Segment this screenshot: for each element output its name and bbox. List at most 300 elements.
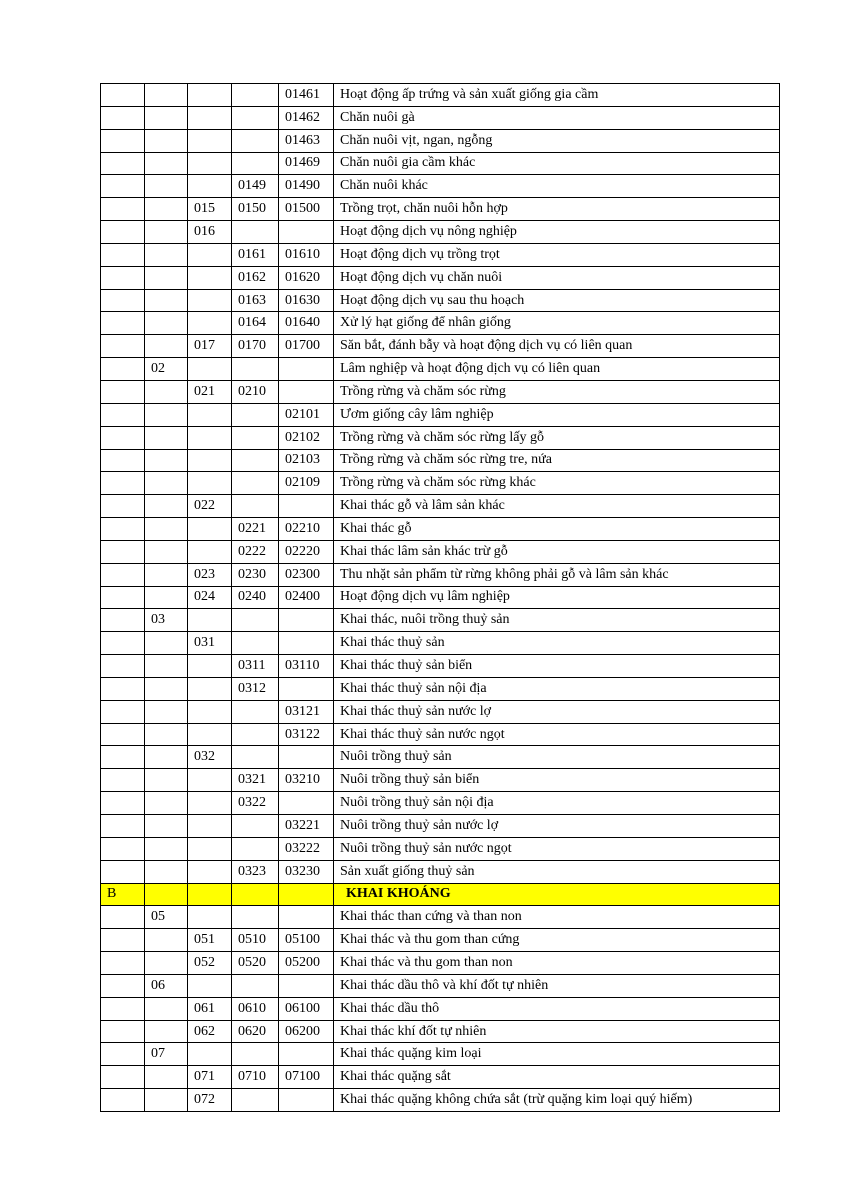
section-code-cell: [101, 974, 145, 997]
activity-name-cell: Trồng rừng và chăm sóc rừng lấy gỗ: [334, 426, 780, 449]
level2-code-cell: [188, 860, 232, 883]
level4-code-cell: [279, 221, 334, 244]
section-code-cell: [101, 335, 145, 358]
activity-name-cell: Khai thác thuỷ sản nội địa: [334, 677, 780, 700]
level3-code-cell: 0161: [232, 243, 279, 266]
activity-name-cell: Khai thác và thu gom than non: [334, 952, 780, 975]
level4-code-cell: 05200: [279, 952, 334, 975]
table-row: [101, 495, 780, 518]
level1-code-cell: [145, 518, 188, 541]
level1-code-cell: [145, 106, 188, 129]
section-code-cell: [101, 1089, 145, 1112]
activity-name-cell: Hoạt động dịch vụ trồng trọt: [334, 243, 780, 266]
level4-code-cell: 02101: [279, 403, 334, 426]
section-code-cell: [101, 312, 145, 335]
activity-name-cell: Chăn nuôi gia cầm khác: [334, 152, 780, 175]
level1-code-cell: [145, 815, 188, 838]
activity-name-cell: Trồng rừng và chăm sóc rừng tre, nứa: [334, 449, 780, 472]
level2-code-cell: 021: [188, 380, 232, 403]
activity-name-cell: Trồng rừng và chăm sóc rừng khác: [334, 472, 780, 495]
table-row: [101, 769, 780, 792]
activity-name-cell: Săn bắt, đánh bẫy và hoạt động dịch vụ có liên quan: [334, 335, 780, 358]
level3-code-cell: [232, 815, 279, 838]
level1-code-cell: [145, 586, 188, 609]
level1-code-cell: [145, 129, 188, 152]
table-body: [101, 84, 780, 1112]
section-code-cell: [101, 403, 145, 426]
level4-code-cell: [279, 677, 334, 700]
level3-code-cell: 0150: [232, 198, 279, 221]
activity-name-cell: Khai thác thuỷ sản nước lợ: [334, 700, 780, 723]
section-code-cell: [101, 677, 145, 700]
section-code-cell: [101, 1020, 145, 1043]
table-row: [101, 449, 780, 472]
level3-code-cell: [232, 106, 279, 129]
level2-code-cell: [188, 175, 232, 198]
table-row: [101, 815, 780, 838]
table-row: [101, 1020, 780, 1043]
level1-code-cell: [145, 883, 188, 906]
table-row: [101, 700, 780, 723]
level2-code-cell: [188, 883, 232, 906]
level3-code-cell: [232, 974, 279, 997]
level2-code-cell: [188, 472, 232, 495]
level2-code-cell: [188, 358, 232, 381]
level3-code-cell: 0321: [232, 769, 279, 792]
level2-code-cell: [188, 837, 232, 860]
level2-code-cell: [188, 700, 232, 723]
table-row: [101, 426, 780, 449]
level2-code-cell: 023: [188, 563, 232, 586]
level4-code-cell: 01463: [279, 129, 334, 152]
level4-code-cell: 01640: [279, 312, 334, 335]
level4-code-cell: 01469: [279, 152, 334, 175]
level3-code-cell: 0221: [232, 518, 279, 541]
level4-code-cell: 02103: [279, 449, 334, 472]
level4-code-cell: 01500: [279, 198, 334, 221]
level4-code-cell: 01461: [279, 84, 334, 107]
table-row: [101, 746, 780, 769]
level3-code-cell: 0162: [232, 266, 279, 289]
level1-code-cell: [145, 929, 188, 952]
table-row: [101, 540, 780, 563]
level1-code-cell: [145, 243, 188, 266]
level2-code-cell: [188, 312, 232, 335]
activity-name-cell: Thu nhặt sản phẩm từ rừng không phải gỗ và lâm sản khác: [334, 563, 780, 586]
level1-code-cell: 05: [145, 906, 188, 929]
level2-code-cell: [188, 449, 232, 472]
level1-code-cell: 03: [145, 609, 188, 632]
level4-code-cell: 02109: [279, 472, 334, 495]
level4-code-cell: [279, 1043, 334, 1066]
level1-code-cell: [145, 1020, 188, 1043]
section-code-cell: [101, 380, 145, 403]
level4-code-cell: 03121: [279, 700, 334, 723]
level1-code-cell: [145, 655, 188, 678]
activity-name-cell: Hoạt động dịch vụ chăn nuôi: [334, 266, 780, 289]
level1-code-cell: [145, 84, 188, 107]
table-row: [101, 1066, 780, 1089]
activity-name-cell: Nuôi trồng thuỷ sản nước ngọt: [334, 837, 780, 860]
table-row: [101, 358, 780, 381]
section-code-cell: [101, 700, 145, 723]
level4-code-cell: 06200: [279, 1020, 334, 1043]
level4-code-cell: 02300: [279, 563, 334, 586]
section-code-cell: [101, 1066, 145, 1089]
level3-code-cell: [232, 358, 279, 381]
activity-name-cell: Khai thác lâm sản khác trừ gỗ: [334, 540, 780, 563]
level4-code-cell: 03221: [279, 815, 334, 838]
level3-code-cell: 0322: [232, 792, 279, 815]
table-row: [101, 929, 780, 952]
level3-code-cell: 0620: [232, 1020, 279, 1043]
level1-code-cell: 07: [145, 1043, 188, 1066]
level1-code-cell: [145, 860, 188, 883]
level3-code-cell: [232, 84, 279, 107]
section-code-cell: [101, 449, 145, 472]
section-header-row: [101, 883, 780, 906]
level1-code-cell: [145, 312, 188, 335]
level2-code-cell: [188, 84, 232, 107]
table-row: [101, 837, 780, 860]
level1-code-cell: [145, 769, 188, 792]
level3-code-cell: 0210: [232, 380, 279, 403]
section-code-cell: [101, 906, 145, 929]
level2-code-cell: [188, 289, 232, 312]
activity-name-cell: Nuôi trồng thuỷ sản biển: [334, 769, 780, 792]
table-row: [101, 312, 780, 335]
section-code-cell: [101, 723, 145, 746]
activity-name-cell: Khai thác thuỷ sản nước ngọt: [334, 723, 780, 746]
level3-code-cell: [232, 495, 279, 518]
activity-name-cell: Hoạt động dịch vụ nông nghiệp: [334, 221, 780, 244]
level4-code-cell: 02210: [279, 518, 334, 541]
level4-code-cell: [279, 1089, 334, 1112]
level3-code-cell: 0230: [232, 563, 279, 586]
section-code-cell: [101, 815, 145, 838]
level2-code-cell: [188, 677, 232, 700]
section-code-cell: B: [101, 883, 145, 906]
table-row: [101, 974, 780, 997]
section-code-cell: [101, 243, 145, 266]
level2-code-cell: 051: [188, 929, 232, 952]
level1-code-cell: [145, 152, 188, 175]
table-row: [101, 677, 780, 700]
level1-code-cell: [145, 1089, 188, 1112]
level4-code-cell: 05100: [279, 929, 334, 952]
level1-code-cell: [145, 632, 188, 655]
level2-code-cell: [188, 792, 232, 815]
table-row: [101, 563, 780, 586]
section-code-cell: [101, 495, 145, 518]
section-code-cell: [101, 586, 145, 609]
section-code-cell: [101, 563, 145, 586]
table-row: [101, 586, 780, 609]
level1-code-cell: [145, 198, 188, 221]
level2-code-cell: [188, 1043, 232, 1066]
level4-code-cell: 03110: [279, 655, 334, 678]
level1-code-cell: [145, 495, 188, 518]
level2-code-cell: 017: [188, 335, 232, 358]
section-code-cell: [101, 655, 145, 678]
level3-code-cell: 0323: [232, 860, 279, 883]
table-row: [101, 289, 780, 312]
table-row: [101, 106, 780, 129]
level2-code-cell: [188, 769, 232, 792]
level1-code-cell: [145, 449, 188, 472]
level1-code-cell: [145, 563, 188, 586]
level4-code-cell: 07100: [279, 1066, 334, 1089]
level1-code-cell: [145, 289, 188, 312]
level2-code-cell: [188, 609, 232, 632]
level4-code-cell: [279, 883, 334, 906]
level2-code-cell: [188, 243, 232, 266]
activity-name-cell: Khai thác khí đốt tự nhiên: [334, 1020, 780, 1043]
table-row: [101, 84, 780, 107]
level4-code-cell: [279, 792, 334, 815]
activity-name-cell: Khai thác dầu thô: [334, 997, 780, 1020]
level1-code-cell: [145, 837, 188, 860]
table-row: [101, 860, 780, 883]
level2-code-cell: [188, 403, 232, 426]
table-row: [101, 129, 780, 152]
level4-code-cell: 03210: [279, 769, 334, 792]
activity-name-cell: Sản xuất giống thuỷ sản: [334, 860, 780, 883]
level3-code-cell: [232, 1043, 279, 1066]
table-row: [101, 609, 780, 632]
level1-code-cell: [145, 403, 188, 426]
table-row: [101, 266, 780, 289]
section-code-cell: [101, 997, 145, 1020]
level1-code-cell: [145, 952, 188, 975]
section-code-cell: [101, 632, 145, 655]
section-code-cell: [101, 175, 145, 198]
level2-code-cell: 031: [188, 632, 232, 655]
level3-code-cell: [232, 609, 279, 632]
level3-code-cell: 0163: [232, 289, 279, 312]
table-row: [101, 198, 780, 221]
table-row: [101, 221, 780, 244]
level3-code-cell: 0164: [232, 312, 279, 335]
level2-code-cell: [188, 540, 232, 563]
activity-name-cell: Chăn nuôi khác: [334, 175, 780, 198]
table-row: [101, 655, 780, 678]
section-code-cell: [101, 792, 145, 815]
level3-code-cell: [232, 472, 279, 495]
level1-code-cell: [145, 700, 188, 723]
activity-name-cell: Khai thác dầu thô và khí đốt tự nhiên: [334, 974, 780, 997]
section-code-cell: [101, 289, 145, 312]
level4-code-cell: 01700: [279, 335, 334, 358]
level1-code-cell: [145, 1066, 188, 1089]
level1-code-cell: [145, 335, 188, 358]
activity-name-cell: Trồng rừng và chăm sóc rừng: [334, 380, 780, 403]
activity-name-cell: Chăn nuôi gà: [334, 106, 780, 129]
table-row: [101, 175, 780, 198]
level4-code-cell: 01490: [279, 175, 334, 198]
activity-name-cell: Chăn nuôi vịt, ngan, ngỗng: [334, 129, 780, 152]
level1-code-cell: [145, 426, 188, 449]
activity-name-cell: KHAI KHOÁNG: [334, 883, 780, 906]
section-code-cell: [101, 152, 145, 175]
activity-name-cell: Khai thác quặng sắt: [334, 1066, 780, 1089]
level2-code-cell: [188, 723, 232, 746]
table-row: [101, 952, 780, 975]
table-row: [101, 632, 780, 655]
section-code-cell: [101, 221, 145, 244]
level4-code-cell: [279, 358, 334, 381]
level3-code-cell: [232, 221, 279, 244]
level3-code-cell: [232, 746, 279, 769]
section-code-cell: [101, 1043, 145, 1066]
level3-code-cell: 0149: [232, 175, 279, 198]
level3-code-cell: 0520: [232, 952, 279, 975]
table-row: [101, 403, 780, 426]
table-row: [101, 472, 780, 495]
industry-code-table: [100, 83, 780, 1112]
level4-code-cell: 03230: [279, 860, 334, 883]
level2-code-cell: 061: [188, 997, 232, 1020]
level2-code-cell: 024: [188, 586, 232, 609]
section-code-cell: [101, 84, 145, 107]
level3-code-cell: [232, 723, 279, 746]
table-row: [101, 1043, 780, 1066]
level2-code-cell: [188, 106, 232, 129]
level4-code-cell: 02102: [279, 426, 334, 449]
section-code-cell: [101, 129, 145, 152]
level2-code-cell: [188, 266, 232, 289]
level1-code-cell: [145, 746, 188, 769]
activity-name-cell: Khai thác gỗ và lâm sản khác: [334, 495, 780, 518]
section-code-cell: [101, 518, 145, 541]
section-code-cell: [101, 106, 145, 129]
level2-code-cell: 072: [188, 1089, 232, 1112]
section-code-cell: [101, 540, 145, 563]
level3-code-cell: [232, 837, 279, 860]
activity-name-cell: Ươm giống cây lâm nghiệp: [334, 403, 780, 426]
level2-code-cell: [188, 129, 232, 152]
level3-code-cell: [232, 152, 279, 175]
level4-code-cell: 02400: [279, 586, 334, 609]
section-code-cell: [101, 769, 145, 792]
level1-code-cell: [145, 540, 188, 563]
section-code-cell: [101, 952, 145, 975]
table-row: [101, 1089, 780, 1112]
level2-code-cell: 071: [188, 1066, 232, 1089]
activity-name-cell: Nuôi trồng thuỷ sản: [334, 746, 780, 769]
table-row: [101, 792, 780, 815]
level2-code-cell: 022: [188, 495, 232, 518]
activity-name-cell: Khai thác quặng không chứa sắt (trừ quặng kim loại quý hiếm): [334, 1089, 780, 1112]
level4-code-cell: 02220: [279, 540, 334, 563]
level3-code-cell: [232, 1089, 279, 1112]
level4-code-cell: [279, 974, 334, 997]
level3-code-cell: [232, 700, 279, 723]
table-row: [101, 380, 780, 403]
level2-code-cell: 016: [188, 221, 232, 244]
activity-name-cell: Khai thác thuỷ sản: [334, 632, 780, 655]
level4-code-cell: 03122: [279, 723, 334, 746]
level4-code-cell: [279, 632, 334, 655]
level2-code-cell: [188, 518, 232, 541]
level3-code-cell: 0170: [232, 335, 279, 358]
level3-code-cell: 0311: [232, 655, 279, 678]
level1-code-cell: 02: [145, 358, 188, 381]
level1-code-cell: [145, 266, 188, 289]
level1-code-cell: [145, 792, 188, 815]
section-code-cell: [101, 746, 145, 769]
activity-name-cell: Khai thác than cứng và than non: [334, 906, 780, 929]
activity-name-cell: Nuôi trồng thuỷ sản nội địa: [334, 792, 780, 815]
level1-code-cell: [145, 997, 188, 1020]
level4-code-cell: 01630: [279, 289, 334, 312]
level4-code-cell: 03222: [279, 837, 334, 860]
activity-name-cell: Trồng trọt, chăn nuôi hỗn hợp: [334, 198, 780, 221]
level2-code-cell: 052: [188, 952, 232, 975]
level2-code-cell: [188, 655, 232, 678]
level1-code-cell: [145, 221, 188, 244]
section-code-cell: [101, 358, 145, 381]
activity-name-cell: Hoạt động dịch vụ lâm nghiệp: [334, 586, 780, 609]
table-row: [101, 335, 780, 358]
activity-name-cell: Nuôi trồng thuỷ sản nước lợ: [334, 815, 780, 838]
table-row: [101, 906, 780, 929]
level3-code-cell: [232, 883, 279, 906]
level4-code-cell: 06100: [279, 997, 334, 1020]
level3-code-cell: 0610: [232, 997, 279, 1020]
level2-code-cell: [188, 426, 232, 449]
table-row: [101, 997, 780, 1020]
section-code-cell: [101, 426, 145, 449]
level4-code-cell: [279, 380, 334, 403]
level2-code-cell: 062: [188, 1020, 232, 1043]
section-code-cell: [101, 266, 145, 289]
activity-name-cell: Hoạt động dịch vụ sau thu hoạch: [334, 289, 780, 312]
level3-code-cell: 0222: [232, 540, 279, 563]
section-code-cell: [101, 198, 145, 221]
level4-code-cell: 01610: [279, 243, 334, 266]
level4-code-cell: [279, 609, 334, 632]
level4-code-cell: 01462: [279, 106, 334, 129]
activity-name-cell: Khai thác quặng kim loại: [334, 1043, 780, 1066]
activity-name-cell: Xử lý hạt giống để nhân giống: [334, 312, 780, 335]
level4-code-cell: [279, 495, 334, 518]
level3-code-cell: [232, 426, 279, 449]
activity-name-cell: Khai thác thuỷ sản biển: [334, 655, 780, 678]
table-row: [101, 518, 780, 541]
level1-code-cell: [145, 677, 188, 700]
activity-name-cell: Hoạt động ấp trứng và sản xuất giống gia cầm: [334, 84, 780, 107]
section-code-cell: [101, 837, 145, 860]
activity-name-cell: Lâm nghiệp và hoạt động dịch vụ có liên quan: [334, 358, 780, 381]
level1-code-cell: [145, 380, 188, 403]
level3-code-cell: [232, 449, 279, 472]
level1-code-cell: [145, 472, 188, 495]
activity-name-cell: Khai thác, nuôi trồng thuỷ sản: [334, 609, 780, 632]
level4-code-cell: [279, 746, 334, 769]
level3-code-cell: [232, 129, 279, 152]
level3-code-cell: 0710: [232, 1066, 279, 1089]
level2-code-cell: [188, 815, 232, 838]
section-code-cell: [101, 860, 145, 883]
level3-code-cell: 0240: [232, 586, 279, 609]
section-code-cell: [101, 472, 145, 495]
activity-name-cell: Khai thác và thu gom than cứng: [334, 929, 780, 952]
level4-code-cell: 01620: [279, 266, 334, 289]
level2-code-cell: [188, 974, 232, 997]
level3-code-cell: 0312: [232, 677, 279, 700]
level1-code-cell: 06: [145, 974, 188, 997]
